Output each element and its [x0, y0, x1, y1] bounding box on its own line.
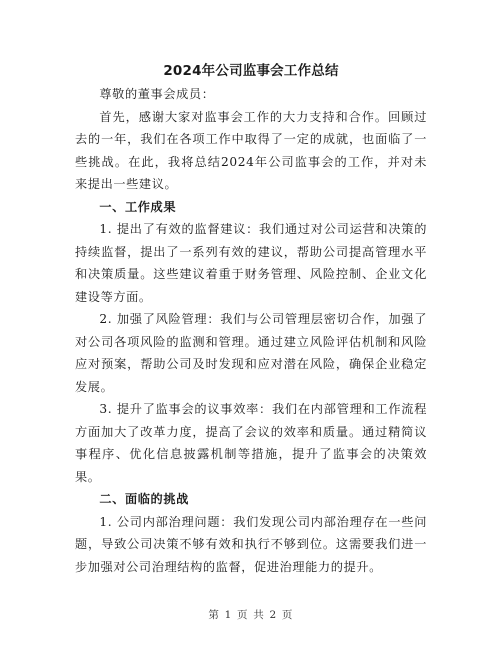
intro-paragraph: 首先，感谢大家对监事会工作的大力支持和合作。回顾过去的一年，我们在各项工作中取得了一定的成就，也面临了一些挑战。在此，我将总结2024年公司监事会的工作，并对未来提出一些建议。: [75, 109, 427, 191]
document-title: 2024年公司监事会工作总结: [163, 63, 339, 79]
achievement-item-1: 1. 提出了有效的监督建议：我们通过对公司运营和决策的持续监督，提出了一系列有效的建议，帮助公司提高管理水平和决策质量。这些建议着重于财务管理、风险控制、企业文化建设等方面。: [75, 222, 427, 304]
page-number-footer: 第 1 页 共 2 页: [208, 609, 294, 621]
section-heading-challenges: 二、面临的挑战: [99, 492, 189, 506]
challenge-item-1: 1. 公司内部治理问题：我们发现公司内部治理存在一些问题，导致公司决策不够有效和执行不够到位。这需要我们进一步加强对公司治理结构的监督，促进治理能力的提升。: [75, 514, 427, 574]
achievement-item-2: 2. 加强了风险管理：我们与公司管理层密切合作，加强了对公司各项风险的监测和管理。通过建立风险评估机制和风险应对预案，帮助公司及时发现和应对潜在风险，确保企业稳定发展。: [75, 312, 427, 394]
salutation: 尊敬的董事会成员：: [99, 87, 215, 101]
section-heading-achievements: 一、工作成果: [99, 199, 177, 214]
achievement-item-3: 3. 提升了监事会的议事效率：我们在内部管理和工作流程方面加大了改革力度，提高了会议的效率和质量。通过精简议事程序、优化信息披露机制等措施，提升了监事会的决策效果。: [75, 402, 427, 484]
document-body: [75, 83, 427, 578]
